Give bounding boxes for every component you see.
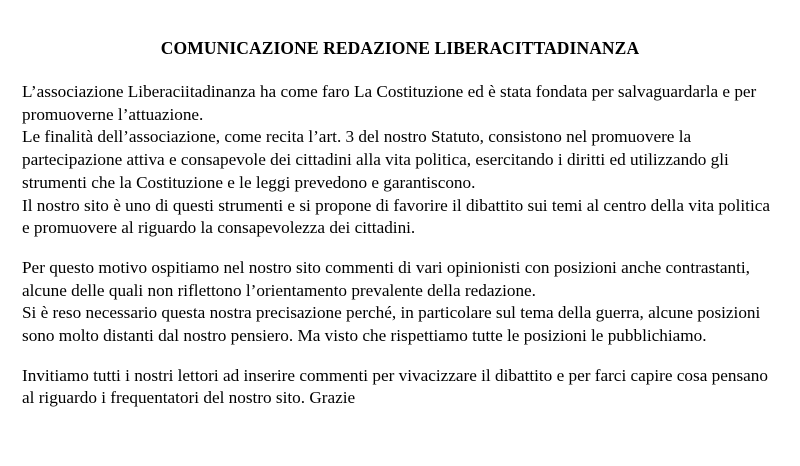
paragraph-4: Per questo motivo ospitiamo nel nostro sito commenti di vari opinionisti con posizioni anche contrastanti, alcune delle quali non riflettono l’orientamento prevalente della redazione. xyxy=(22,257,750,300)
document-body xyxy=(22,81,778,410)
paragraph-2: Le finalità dell’associazione, come recita l’art. 3 del nostro Statuto, consistono nel promuovere la partecipazione attiva e consapevole dei cittadini alla vita politica, esercitando i diritti ed utilizzando gli strumenti che la Costituzione e le leggi prevedono e garantiscono. xyxy=(22,127,729,192)
paragraph-3: Il nostro sito è uno di questi strumenti e si propone di favorire il dibattito sui temi al centro della vita politica e promuovere al riguardo la consapevolezza dei cittadini. xyxy=(22,195,770,238)
paragraph-spacer-2 xyxy=(22,348,778,365)
paragraph-1: L’associazione Liberaciitadinanza ha come faro La Costituzione ed è stata fondata per salvaguardarla e per promuoverne l’attuazione. xyxy=(22,82,757,124)
paragraph-spacer-1 xyxy=(22,240,778,257)
page-title: COMUNICAZIONE REDAZIONE LIBERACITTADINANZA xyxy=(160,38,640,58)
paragraph-6: Invitiamo tutti i nostri lettori ad inserire commenti per vivacizzare il dibattito e per farci capire cosa pensano al riguardo i frequentatori del nostro sito. Grazie xyxy=(22,365,768,408)
paragraph-5: Si è reso necessario questa nostra precisazione perché, in particolare sul tema della guerra, alcune posizioni sono molto distanti dal nostro pensiero. Ma visto che rispettiamo tutte le posizioni le pubblichiamo. xyxy=(22,303,761,346)
